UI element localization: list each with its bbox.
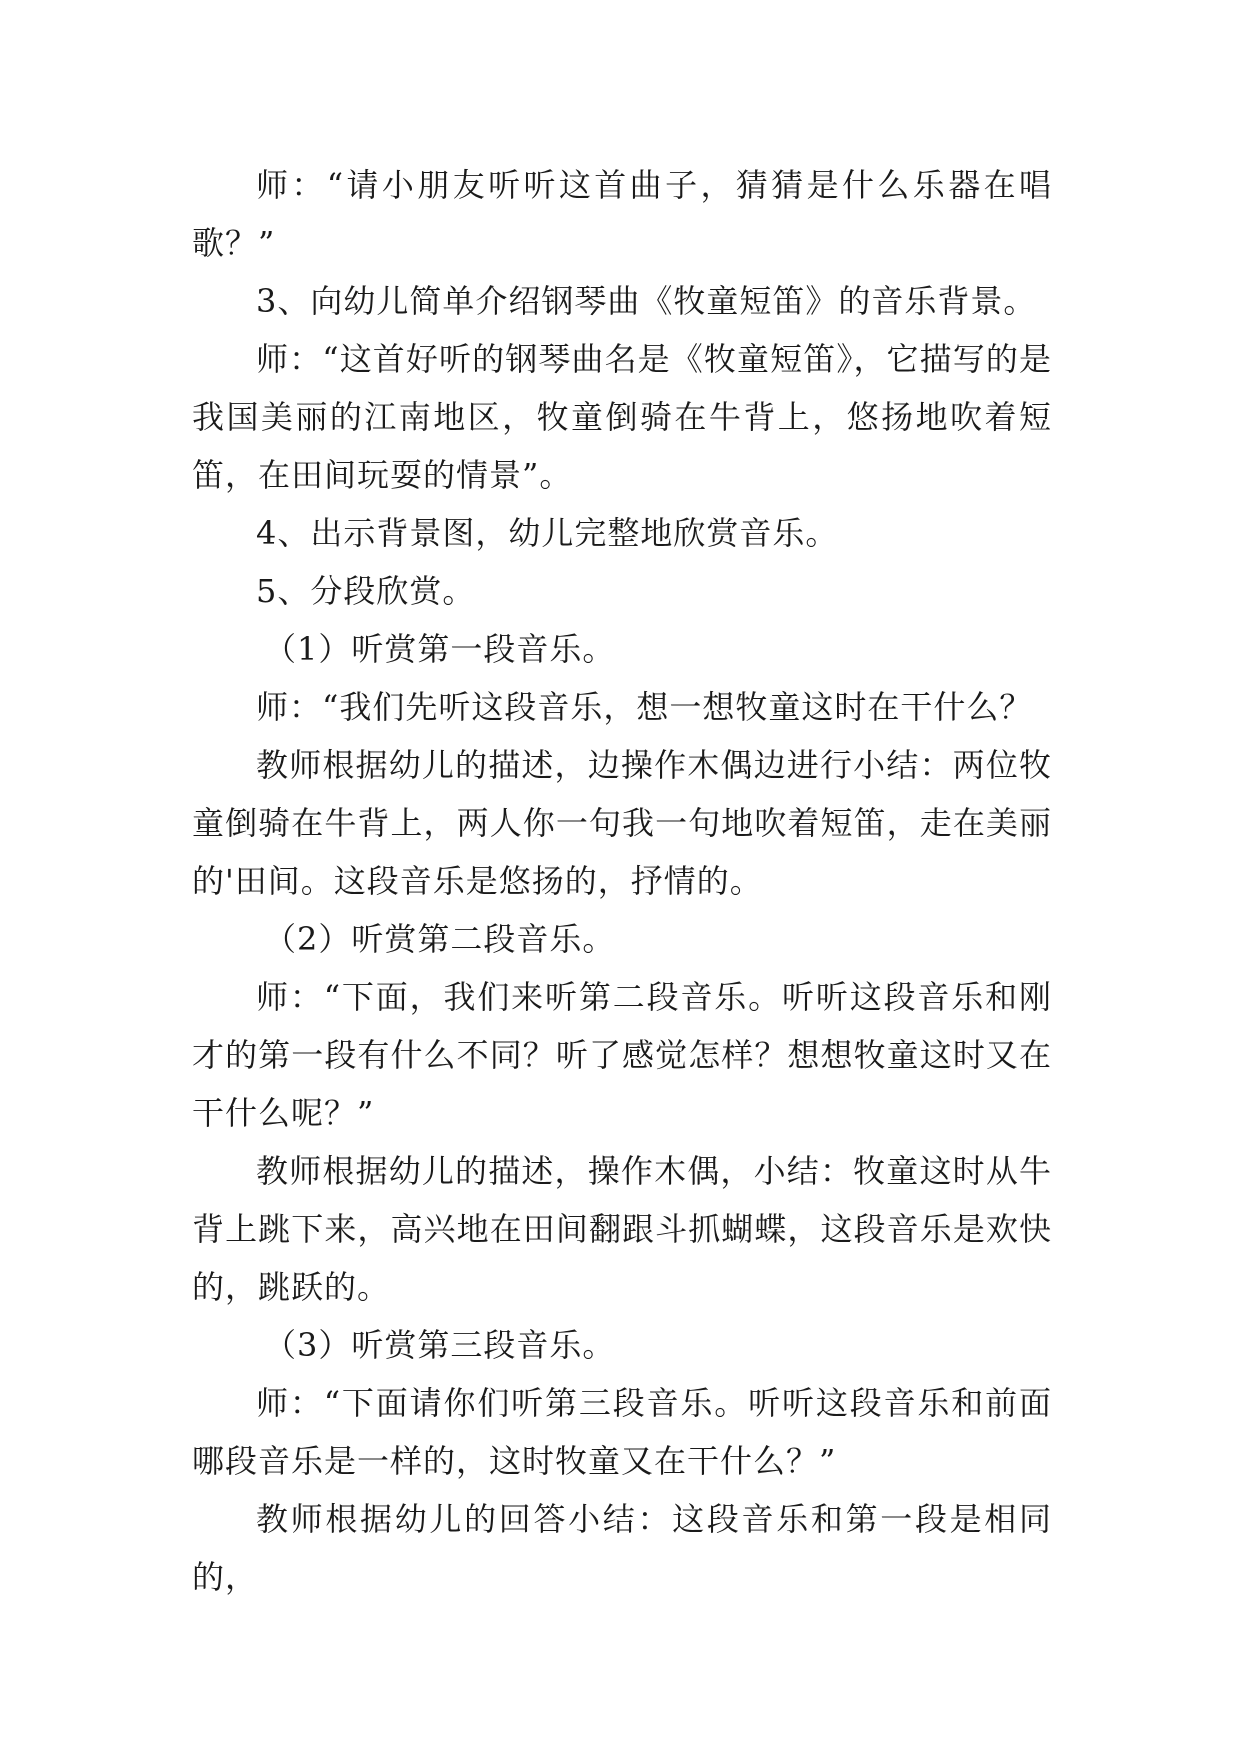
paragraph: 4、出示背景图，幼儿完整地欣赏音乐。 — [256, 514, 839, 552]
paragraph: 师：“这首好听的钢琴曲名是《牧童短笛》，它描写的是我国美丽的江南地区，牧童倒骑在牛背上，悠扬地吹着短笛，在田间玩耍的情景”。 — [192, 340, 1052, 494]
subheading: （1）听赏第一段音乐。 — [264, 630, 616, 668]
subheading: （2）听赏第二段音乐。 — [264, 920, 616, 958]
paragraph: 3、向幼儿简单介绍钢琴曲《牧童短笛》的音乐背景。 — [256, 282, 1037, 320]
subheading: （3）听赏第三段音乐。 — [264, 1326, 616, 1364]
paragraph: 师：“我们先听这段音乐，想一想牧童这时在干什么？ — [256, 688, 1033, 726]
paragraph: 师：“请小朋友听听这首曲子，猜猜是什么乐器在唱歌？” — [192, 166, 1052, 262]
paragraph: 师：“下面，我们来听第二段音乐。听听这段音乐和刚才的第一段有什么不同？听了感觉怎样？想想牧童这时又在干什么呢？” — [192, 978, 1052, 1132]
paragraph: 教师根据幼儿的描述，边操作木偶边进行小结：两位牧童倒骑在牛背上，两人你一句我一句地吹着短笛，走在美丽的'田间。这段音乐是悠扬的，抒情的。 — [192, 746, 1052, 900]
paragraph: 师：“下面请你们听第三段音乐。听听这段音乐和前面哪段音乐是一样的，这时牧童又在干什么？” — [192, 1384, 1052, 1480]
paragraph: 5、分段欣赏。 — [256, 572, 476, 610]
paragraph: 教师根据幼儿的描述，操作木偶，小结：牧童这时从牛背上跳下来，高兴地在田间翻跟斗抓蝴蝶，这段音乐是欢快的，跳跃的。 — [192, 1152, 1052, 1306]
document-page — [192, 156, 1052, 1606]
paragraph: 教师根据幼儿的回答小结：这段音乐和第一段是相同的， — [192, 1500, 1052, 1596]
